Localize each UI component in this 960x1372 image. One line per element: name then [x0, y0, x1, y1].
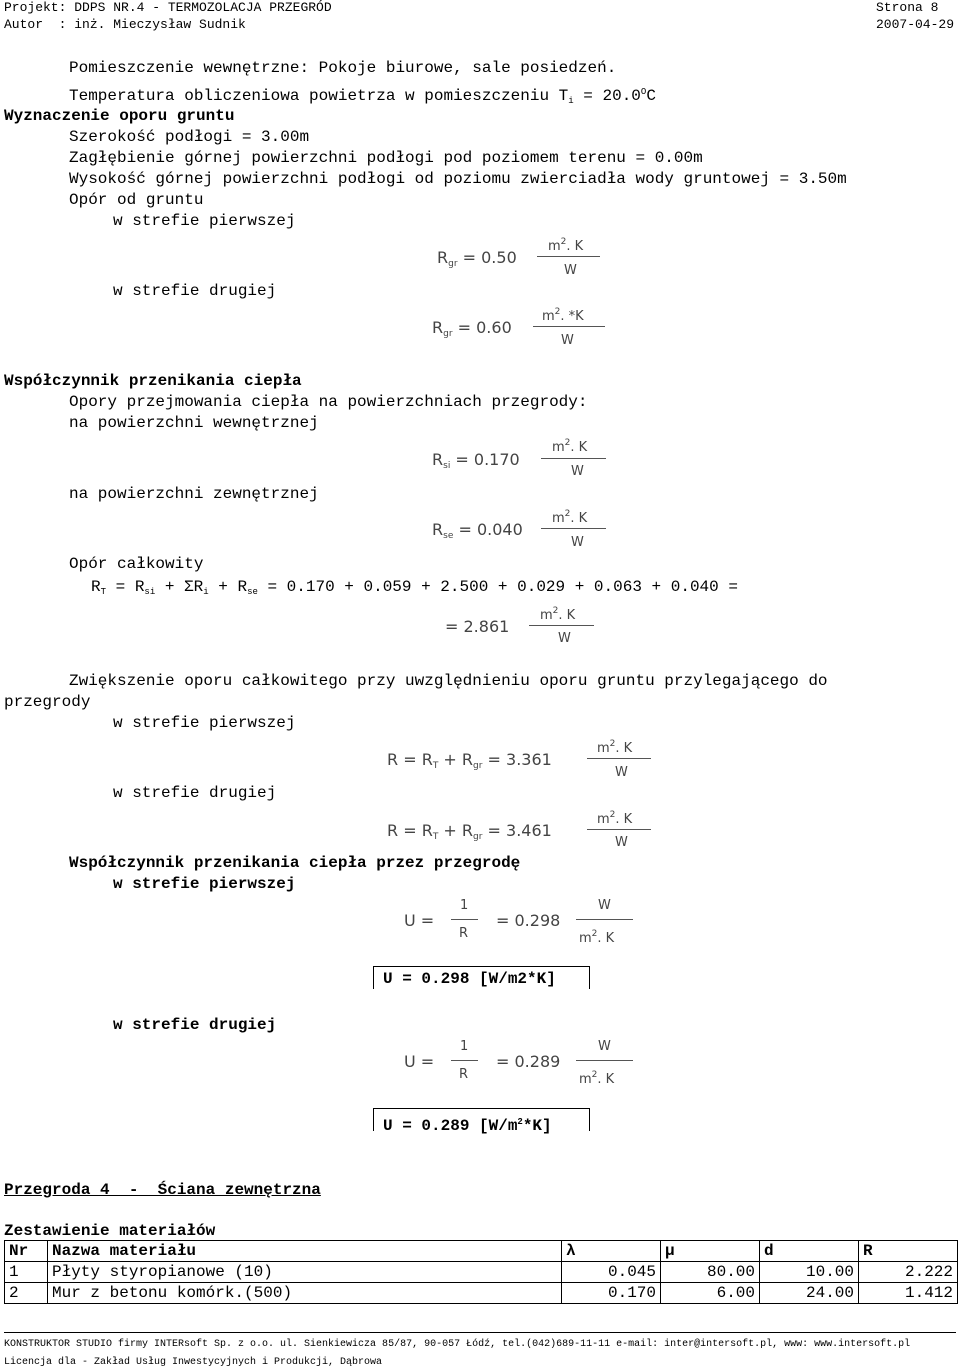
rse-unit-den: W — [571, 535, 584, 550]
col-name: Nazwa materiału — [48, 1241, 562, 1262]
inner-surface-label: na powierzchni wewnętrznej — [69, 414, 319, 432]
rgr2-fraction-line — [533, 326, 605, 327]
u1-fraction-line — [451, 919, 478, 920]
increase-zone1-label: w strefie pierwszej — [113, 714, 296, 732]
u2-num: 1 — [460, 1039, 469, 1054]
total-fraction-line — [529, 625, 594, 626]
header-author: Autor : inż. Mieczysław Sudnik — [4, 17, 246, 32]
rse-fraction-line — [541, 528, 606, 529]
r2-unit-den: W — [615, 835, 628, 850]
total-resist-equation: $R_T = R_{si} + \Sigma R_i + R_{se} = 0.170 + 0.059 + 2.500 + 0.029 + 0.063 + 0.040$ = — [91, 578, 738, 597]
room-temperature: Temperatura obliczeniowa powietrza w pomieszczeniu $T_i = 20.0^OC$ — [69, 87, 656, 106]
total-unit-num: $m^2$. K — [540, 606, 576, 623]
materials-heading: Zestawienie materiałów — [4, 1222, 216, 1240]
header-date: 2007-04-29 — [876, 17, 955, 32]
cell-nr: 2 — [5, 1283, 48, 1304]
u-heading: Współczynnik przenikania ciepła przez przegrodę — [69, 854, 521, 872]
u2-lhs: U = — [404, 1052, 435, 1071]
u2-den: R — [459, 1067, 469, 1082]
cell-r: 1.412 — [859, 1283, 958, 1304]
cell-lambda: 0.045 — [562, 1262, 661, 1283]
rsi-unit-den: W — [571, 464, 584, 479]
ground-zone1-label: w strefie pierwszej — [113, 212, 296, 230]
col-r: R — [859, 1241, 958, 1262]
u2-unit-line — [576, 1060, 633, 1061]
u1-num: 1 — [460, 898, 469, 913]
u1-den: R — [459, 926, 469, 941]
u1-unit-num: W — [598, 898, 611, 913]
u1-unit-line — [576, 919, 633, 920]
rsi-unit-num: $m^2$. K — [552, 438, 588, 455]
total-resist-label: Opór całkowity — [69, 555, 204, 573]
r1-unit-num: $m^2$. K — [597, 739, 633, 756]
floor-width: Szerokość podłogi = 3.00m — [69, 128, 310, 146]
increase-text-2: przegrody — [4, 693, 91, 711]
rgr1-unit-num: $m^2$. K — [548, 237, 584, 254]
col-nr: Nr — [5, 1241, 48, 1262]
room-description: Pomieszczenie wewnętrzne: Pokoje biurowe, sale posiedzeń. — [69, 59, 617, 77]
surface-resist-label: Opory przejmowania ciepła na powierzchniach przegrody: — [69, 393, 588, 411]
r2-unit-num: $m^2$. K — [597, 810, 633, 827]
ground-resist-label: Opór od gruntu — [69, 191, 204, 209]
u-zone1-label: w strefie pierwszej — [113, 875, 296, 893]
table-row — [5, 1262, 958, 1283]
u2-unit-num: W — [598, 1039, 611, 1054]
rgr2-unit-num: $m^2$. *K — [542, 307, 584, 324]
rsi-formula: $R_{si} = 0.170$ — [432, 450, 520, 471]
cell-mu: 80.00 — [661, 1262, 760, 1283]
rgr1-fraction-line — [537, 256, 600, 257]
footer-license: Licencja dla - Zakład Usług Inwestycyjnych i Produkcji, Dąbrowa — [4, 1357, 383, 1368]
header-project: Projekt: DDPS NR.4 - TERMOZOLACJA PRZEGRÓD — [4, 0, 332, 15]
col-mu: μ — [661, 1241, 760, 1262]
r2-formula: $R = R_T + R_{gr} = 3.461$ — [387, 821, 552, 842]
r2-fraction-line — [587, 829, 651, 830]
rgr2-formula: $R_{gr} = 0.60$ — [432, 318, 512, 339]
u-zone2-label: w strefie drugiej — [113, 1016, 277, 1034]
table-row — [5, 1283, 958, 1304]
u1-unit-den: $m^2$. K — [579, 929, 615, 946]
materials-header-row — [5, 1241, 958, 1262]
total-resist-result: = 2.861 — [445, 617, 510, 636]
u2-fraction-line — [451, 1060, 478, 1061]
partition-title: Przegroda 4 - Ściana zewnętrzna — [4, 1181, 321, 1199]
rgr1-unit-den: W — [564, 263, 577, 278]
cell-name: Mur z betonu komórk.(500) — [48, 1283, 562, 1304]
cell-mu: 6.00 — [661, 1283, 760, 1304]
outer-surface-label: na powierzchni zewnętrznej — [69, 485, 319, 503]
u1-lhs: U = — [404, 911, 435, 930]
total-unit-den: W — [558, 631, 571, 646]
cell-d: 10.00 — [760, 1262, 859, 1283]
ground-heading: Wyznaczenie oporu gruntu — [4, 107, 235, 125]
increase-zone2-label: w strefie drugiej — [113, 784, 277, 802]
r1-unit-den: W — [615, 765, 628, 780]
cell-nr: 1 — [5, 1262, 48, 1283]
footer-company: KONSTRUKTOR STUDIO firmy INTERsoft Sp. z o.o. ul. Sienkiewicza 85/87, 90-057 Łódź, tel.(042)689-11-11 e-mail: inter@intersoft.pl, www: www.intersoft.pl — [4, 1339, 911, 1350]
ground-zone2-label: w strefie drugiej — [113, 282, 277, 300]
coef-heading: Współczynnik przenikania ciepła — [4, 372, 302, 390]
floor-depth: Zagłębienie górnej powierzchni podłogi pod poziomem terenu = 0.00m — [69, 149, 703, 167]
cell-lambda: 0.170 — [562, 1283, 661, 1304]
u2-value: = 0.289 — [496, 1052, 561, 1071]
footer-divider — [4, 1332, 956, 1333]
floor-height: Wysokość górnej powierzchni podłogi od poziomu zwierciadła wody gruntowej = 3.50m — [69, 170, 847, 188]
cell-name: Płyty styropianowe (10) — [48, 1262, 562, 1283]
header-page: Strona 8 — [876, 0, 939, 15]
rgr2-unit-den: W — [561, 333, 574, 348]
u2-unit-den: $m^2$. K — [579, 1070, 615, 1087]
increase-text-1: Zwiększenie oporu całkowitego przy uwzględnieniu oporu gruntu przylegającego do — [69, 672, 828, 690]
col-lambda: λ — [562, 1241, 661, 1262]
cell-d: 24.00 — [760, 1283, 859, 1304]
rsi-fraction-line — [541, 458, 606, 459]
cell-r: 2.222 — [859, 1262, 958, 1283]
u1-result: U = 0.298 [W/m2*K] — [383, 970, 556, 988]
rgr1-formula: $R_{gr} = 0.50$ — [437, 248, 517, 269]
col-d: d — [760, 1241, 859, 1262]
u1-value: = 0.298 — [496, 911, 561, 930]
materials-table — [4, 1240, 958, 1304]
rse-formula: $R_{se} = 0.040$ — [432, 520, 523, 541]
rse-unit-num: $m^2$. K — [552, 509, 588, 526]
r1-formula: $R = R_T + R_{gr} = 3.361$ — [387, 750, 552, 771]
r1-fraction-line — [587, 758, 651, 759]
u2-result: U = 0.289 $[W/m^2*K]$ — [383, 1117, 552, 1135]
